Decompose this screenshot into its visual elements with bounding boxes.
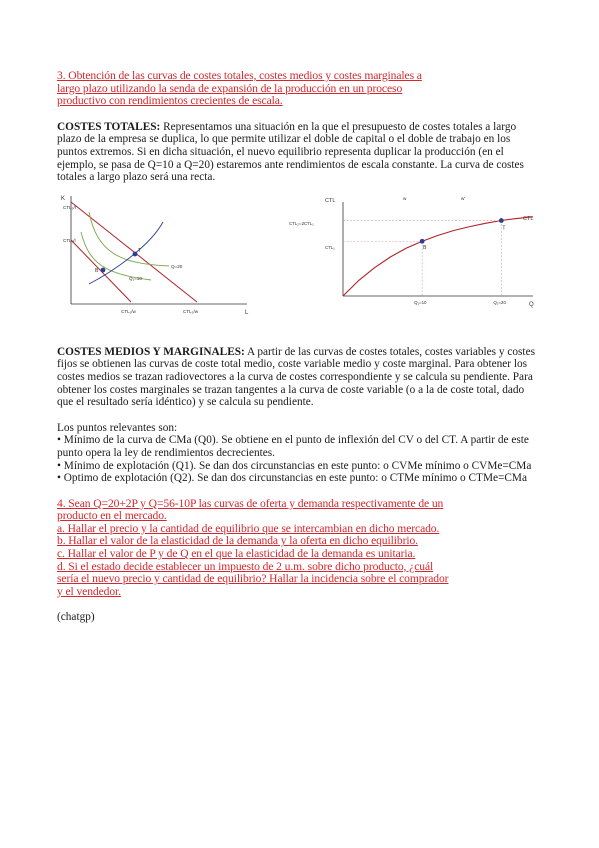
puntos-item-1: • Mínimo de la curva de CMa (Q0). Se obtiene en el punto de inflexión del CV o del CT. A partir de este punto opera la ley de rendimientos decrecientes.: [57, 434, 529, 459]
ctl-figure: [289, 192, 543, 321]
costes-totales-heading: COSTES TOTALES:: [57, 120, 161, 133]
isoquant-label-ctl2r: CTL₂/r: [63, 204, 77, 210]
section3-title-line-3: productivo con rendimientos crecientes de escala.: [57, 94, 283, 108]
ctl-chart: [289, 192, 543, 316]
ctl-label-w1: w: [403, 195, 407, 201]
section4-line-b: b. Hallar el valor de la elasticidad de la demanda y la oferta en dicho equilibrio.: [57, 534, 418, 548]
ctl-axis-y-label: CTL: [325, 197, 336, 204]
ctl-label-ctl1: CTL₁: [325, 244, 335, 250]
isoquant-point-b-label: B: [95, 267, 99, 274]
ctl-curve-label: CTL: [523, 215, 534, 222]
figures-row: [57, 192, 543, 316]
section3-title: [57, 70, 543, 108]
isoquant-label-q10: Q₁=10: [129, 275, 142, 281]
section4-line-1: 4. Sean Q=20+2P y Q=56-10P las curvas de oferta y demanda respectivamente de un: [57, 496, 444, 510]
ctl-label-ctl2: CTL₂=2CTL₁: [289, 220, 314, 226]
ctl-point-b-label: B: [423, 244, 427, 251]
section4-line-d2: sería el nuevo precio y cantidad de equilibrio? Hallar la incidencia sobre el comprador: [57, 572, 449, 586]
costes-totales-body: Representamos una situación en la que el presupuesto de costes totales a largo plazo de la empresa se duplica, lo que permite utilizar el doble de capital o el doble de trabajo en los puntos extremos. Si en dicha situación, el nuevo equilibrio representa duplicar la producción (en el ejemplo, se pasa de Q=10 a Q=20) estaremos ante rendimientos de escala constante. La curva de costes totales a largo plazo será una recta.: [57, 120, 524, 184]
isoquant-q10-curve: [81, 232, 151, 280]
ctl-label-q2: Q₂=20: [493, 299, 506, 305]
isoquant-point-t: [133, 251, 138, 256]
isoquant-axis-y-label: K: [61, 195, 66, 202]
section4-line-c: c. Hallar el valor de P y de Q en el que la elasticidad de la demanda es unitaria.: [57, 547, 416, 561]
section3-title-line-1: 3. Obtención de las curvas de costes totales, costes medios y costes marginales a: [57, 69, 422, 82]
document-page: [57, 70, 543, 624]
isoquant-label-ctl2w: CTL₂/w: [183, 308, 199, 314]
puntos-intro: Los puntos relevantes son:: [57, 421, 178, 434]
ctl-axis-x-label: Q: [529, 301, 534, 308]
puntos-item-2: • Mínimo de explotación (Q1). Se dan dos circunstancias en este punto: o CVMe mínimo o CVMe=CMa: [57, 459, 532, 472]
section3-title-line-2: largo plazo utilizando la senda de expansión de la producción en un proceso: [57, 81, 403, 95]
costes-medios-paragraph: [57, 346, 543, 409]
ctl-label-q1: Q₁=10: [414, 299, 427, 305]
isoquant-point-t-label: T: [138, 247, 142, 254]
section4-line-a: a. Hallar el precio y la cantidad de equilibrio que se intercambian en dicho mercado.: [57, 521, 440, 535]
section4-block: [57, 498, 543, 599]
puntos-item-3: • Optimo de explotación (Q2). Se dan dos circunstancias en este punto: o CTMe mínimo o CTMe=CMa: [57, 472, 527, 485]
section4-line-d1: d. Si el estado decide establecer un impuesto de 2 u.m. sobre dicho producto, ¿cuál: [57, 559, 434, 573]
isoquant-figure: [59, 192, 254, 321]
costes-totales-paragraph: [57, 121, 543, 184]
ctl-point-b: [420, 239, 425, 244]
costes-medios-body: A partir de las curvas de costes totales, costes variables y costes fijos se obtienen las curvas de coste total medio, coste variable medio y coste marginal. Para obtener los costes medios se trazan radiovectores a la curva de costes correspondiente y se calcula su pendiente. Para obtener los costes marginales se trazan tangentes a la curva de coste variable (o a la de coste total, dado que el resultado sería idéntico) y se calcula su pendiente.: [57, 345, 535, 409]
section4-line-2: producto en el mercado.: [57, 509, 167, 523]
ctl-point-t-label: T: [502, 225, 506, 232]
section4-line-d3: y el vendedor.: [57, 584, 121, 598]
isoquant-label-ctl1r: CTL₁/r: [63, 237, 77, 243]
isoquant-label-q20: Q=20: [171, 263, 183, 269]
isoquant-expansion-path: [89, 222, 163, 284]
isoquant-label-ctl1w: CTL₁/w: [121, 308, 136, 314]
isoquant-point-b: [101, 267, 106, 272]
ctl-label-w2: w': [461, 195, 466, 201]
ctl-point-t: [499, 218, 504, 223]
costes-medios-heading: COSTES MEDIOS Y MARGINALES:: [57, 345, 245, 358]
isoquant-axis-x-label: L: [245, 309, 249, 316]
footer-note: (chatgp): [57, 611, 95, 624]
isoquant-svg: [59, 192, 254, 316]
